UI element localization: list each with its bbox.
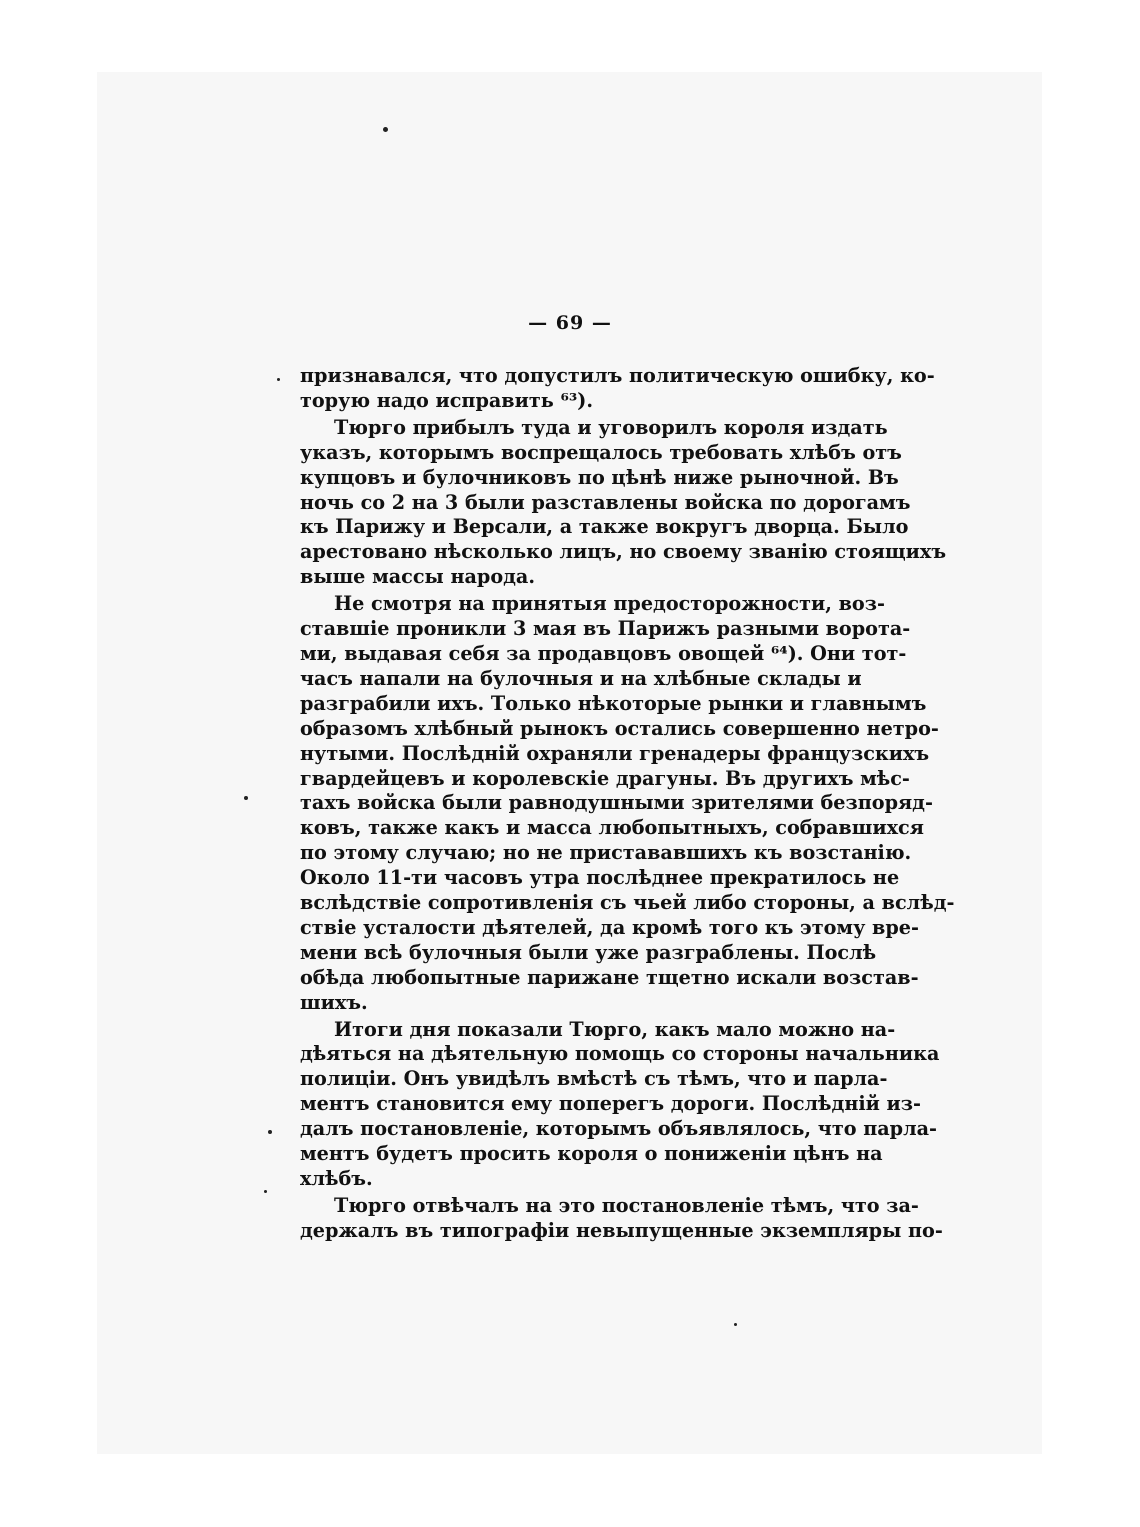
paragraph — [300, 415, 947, 590]
page-number: — 69 — — [528, 312, 612, 334]
text-line: ночь со 2 на 3 были разставлены войска по дорогамъ — [300, 490, 911, 514]
paragraph — [300, 1193, 943, 1244]
text-line: Около 11-ти часовъ утра послѣднее прекратилось не — [300, 866, 900, 890]
text-line: ковъ, также какъ и масса любопытныхъ, собравшихся — [300, 816, 924, 840]
text-line: образомъ хлѣбный рынокъ остались совершенно нетро- — [300, 716, 939, 740]
text-line: гвардейцевъ и королевскіе драгуны. Въ другихъ мѣс- — [300, 766, 910, 790]
ink-speck — [383, 127, 388, 132]
ink-speck — [734, 1323, 737, 1326]
text-line: Итоги дня показали Тюрго, какъ мало можно на- — [334, 1017, 896, 1041]
text-line: вслѣдствіе сопротивленія съ чьей либо стороны, а вслѣд- — [300, 891, 955, 915]
ink-speck — [244, 796, 248, 800]
ink-speck — [268, 1130, 272, 1134]
text-line: арестовано нѣсколько лицъ, но своему званію стоящихъ — [300, 540, 947, 564]
text-line: ствіе усталости дѣятелей, да кромѣ того къ этому вре- — [300, 915, 919, 939]
paragraph — [300, 1017, 940, 1192]
text-line: ментъ будетъ просить короля о пониженіи цѣнъ на — [300, 1142, 883, 1166]
text-line: по этому случаю; но не пристававшихъ къ возстанію. — [300, 841, 912, 865]
paragraph — [300, 364, 935, 414]
text-line: тахъ войска были равнодушными зрителями безпоряд- — [300, 791, 933, 815]
text-line: ми, выдавая себя за продавцовъ овощей ⁶⁴). Они тот- — [300, 641, 907, 665]
text-line: указъ, которымъ воспрещалось требовать хлѣбъ отъ — [300, 440, 902, 464]
body-text — [300, 364, 955, 1244]
text-line: признавался, что допустилъ политическую ошибку, ко- — [300, 364, 935, 387]
ink-speck — [264, 1190, 267, 1193]
text-line: торую надо исправить ⁶³). — [300, 388, 594, 412]
text-line: обѣда любопытные парижане тщетно искали возстав- — [300, 965, 919, 989]
text-line: часъ напали на булочныя и на хлѣбные склады и — [300, 666, 862, 690]
text-line: выше массы народа. — [300, 565, 536, 589]
text-line: полиціи. Онъ увидѣлъ вмѣстѣ съ тѣмъ, что и парла- — [300, 1067, 888, 1091]
ink-speck — [277, 378, 280, 381]
text-line: шихъ. — [300, 990, 368, 1014]
text-line: дѣяться на дѣятельную помощь со стороны начальника — [300, 1042, 940, 1066]
text-line: купцовъ и булочниковъ по цѣнѣ ниже рыночной. Въ — [300, 465, 899, 489]
text-line: далъ постановленіе, которымъ объявлялось, что парла- — [300, 1117, 938, 1141]
text-line: ментъ становится ему поперегъ дороги. Послѣдній из- — [300, 1092, 921, 1116]
text-line: къ Парижу и Версали, а также вокругъ дворца. Было — [300, 515, 909, 539]
text-line: ставшіе проникли 3 мая въ Парижъ разными ворота- — [300, 617, 911, 641]
text-line: держалъ въ типографіи невыпущенные экземпляры по- — [300, 1218, 943, 1242]
text-line: Не смотря на принятыя предосторожности, воз- — [334, 592, 885, 616]
text-line: мени всѣ булочныя были уже разграблены. Послѣ — [300, 940, 877, 964]
text-line: разграбили ихъ. Только нѣкоторые рынки и главнымъ — [300, 691, 927, 715]
text-line: Тюрго отвѣчалъ на это постановленіе тѣмъ, что за- — [334, 1193, 919, 1217]
paragraph — [300, 592, 955, 1015]
text-line: хлѣбъ. — [300, 1167, 373, 1190]
text-line: Тюрго прибылъ туда и уговорилъ короля издать — [334, 415, 888, 439]
text-line: нутыми. Послѣдній охраняли гренадеры французскихъ — [300, 741, 930, 765]
